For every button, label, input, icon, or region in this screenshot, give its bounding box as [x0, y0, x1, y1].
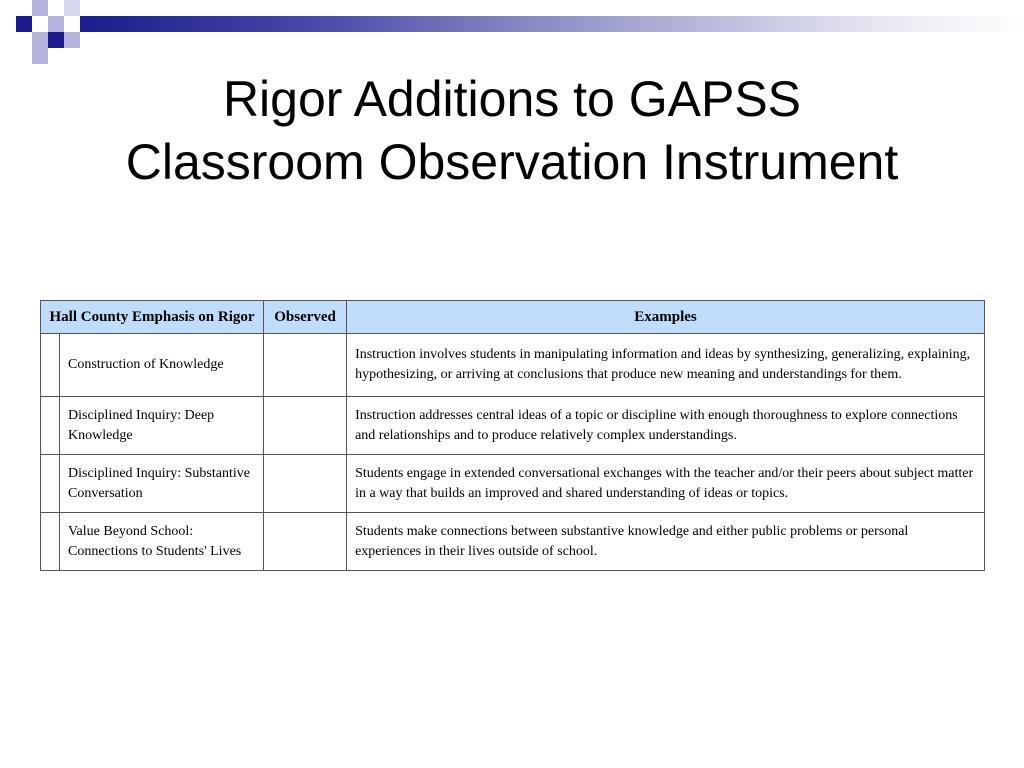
- slide-title: [0, 68, 1024, 194]
- observed-cell[interactable]: [264, 334, 347, 397]
- emphasis-cell: Construction of Knowledge: [60, 334, 264, 397]
- emphasis-cell: Disciplined Inquiry: Substantive Conversation: [60, 455, 264, 513]
- table-row: [41, 397, 985, 455]
- row-checkbox-cell[interactable]: [41, 513, 60, 571]
- mosaic-square: [48, 16, 64, 32]
- observed-cell[interactable]: [264, 513, 347, 571]
- row-checkbox-cell[interactable]: [41, 397, 60, 455]
- table-row: [41, 334, 985, 397]
- title-line-1: Rigor Additions to GAPSS: [222, 71, 802, 127]
- mosaic-square: [16, 16, 32, 32]
- example-cell: Instruction addresses central ideas of a topic or discipline with enough thoroughness to explore connections and relationships and to produce relatively complex understandings.: [347, 397, 985, 455]
- mosaic-square: [32, 48, 48, 64]
- observed-cell[interactable]: [264, 455, 347, 513]
- mosaic-square: [32, 0, 48, 16]
- example-cell: Students make connections between substantive knowledge and either public problems or personal experiences in their lives outside of school.: [347, 513, 985, 571]
- table-header-row: [41, 301, 985, 334]
- header-observed: Observed: [264, 301, 347, 334]
- header-examples: Examples: [347, 301, 985, 334]
- mosaic-square: [48, 32, 64, 48]
- table-row: [41, 455, 985, 513]
- header-gradient-bar: [80, 16, 1024, 32]
- example-cell: Students engage in extended conversational exchanges with the teacher and/or their peers about subject matter in a way that builds an improved and shared understanding of ideas or topics.: [347, 455, 985, 513]
- row-checkbox-cell[interactable]: [41, 334, 60, 397]
- example-cell: Instruction involves students in manipulating information and ideas by synthesizing, generalizing, explaining, hypothesizing, or arriving at conclusions that produce new meaning and understandings for them.: [347, 334, 985, 397]
- rigor-table: [40, 300, 985, 571]
- emphasis-cell: Value Beyond School: Connections to Students' Lives: [60, 513, 264, 571]
- title-line-2: Classroom Observation Instrument: [125, 134, 899, 190]
- mosaic-square: [64, 32, 80, 48]
- emphasis-cell: Disciplined Inquiry: Deep Knowledge: [60, 397, 264, 455]
- mosaic-square: [64, 0, 80, 16]
- observed-cell[interactable]: [264, 397, 347, 455]
- table-row: [41, 513, 985, 571]
- mosaic-square: [32, 32, 48, 48]
- header-emphasis: Hall County Emphasis on Rigor: [41, 301, 264, 334]
- row-checkbox-cell[interactable]: [41, 455, 60, 513]
